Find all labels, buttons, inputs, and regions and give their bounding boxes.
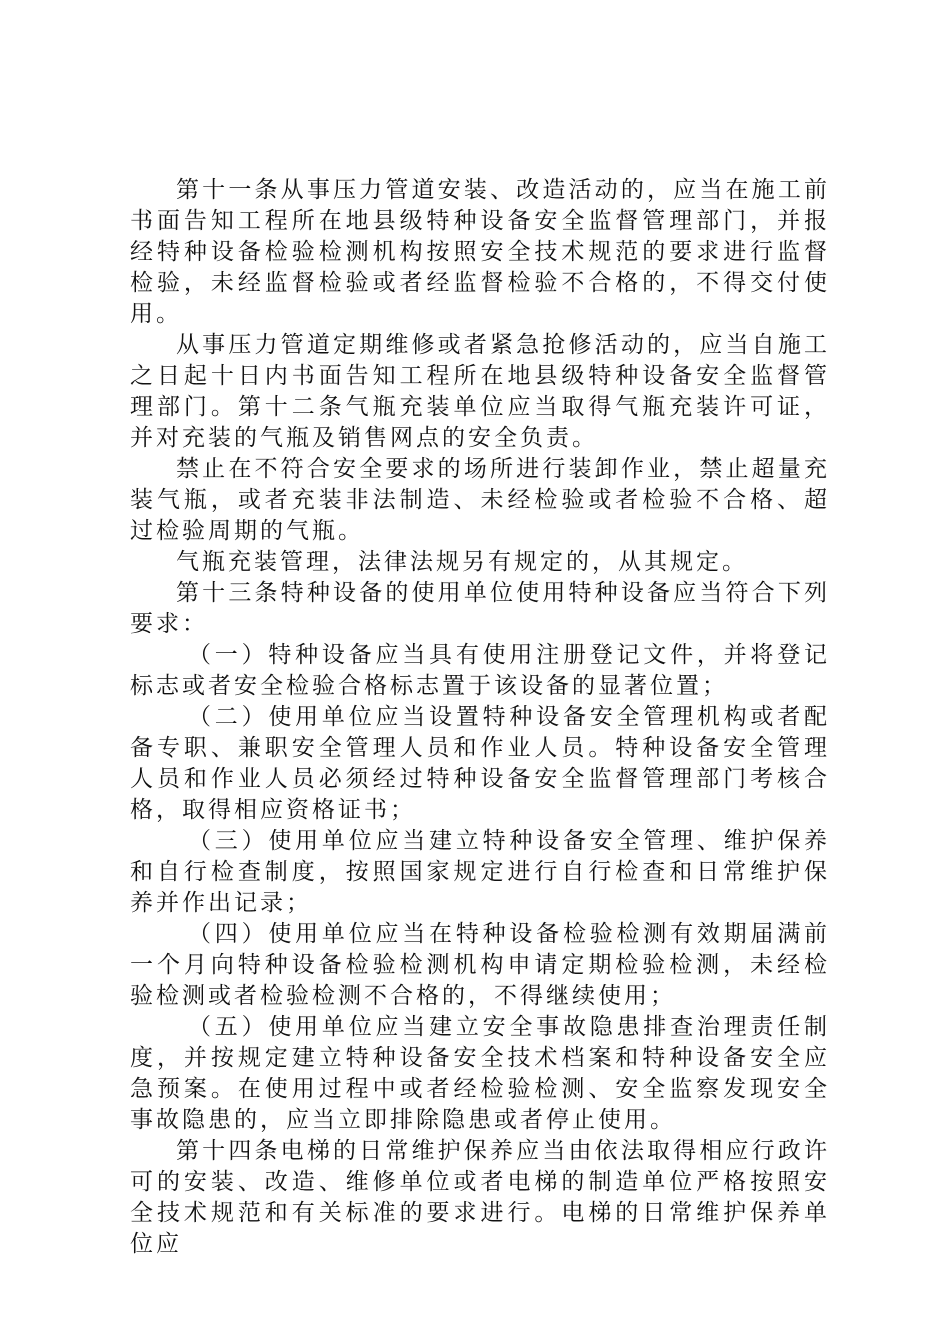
paragraph-pipeline-maintenance: 从事压力管道定期维修或者紧急抢修活动的，应当自施工之日起十日内书面告知工程所在地县级特种设备安全监督管理部门。第十二条气瓶充装单位应当取得气瓶充装许可证，并对充装的气瓶及销售网点的安全负责。	[130, 332, 830, 451]
list-item-1: （一）特种设备应当具有使用注册登记文件，并将登记标志或者安全检验合格标志置于该设备的显著位置；	[130, 642, 830, 699]
list-item-2: （二）使用单位应当设置特种设备安全管理机构或者配备专职、兼职安全管理人员和作业人员。特种设备安全管理人员和作业人员必须经过特种设备安全监督管理部门考核合格，取得相应资格证书；	[130, 704, 830, 823]
list-item-5: （五）使用单位应当建立安全事故隐患排查治理责任制度，并按规定建立特种设备安全技术档案和特种设备安全应急预案。在使用过程中或者经检验检测、安全监察发现安全事故隐患的，应当立即排除隐患或者停止使用。	[130, 1014, 830, 1133]
list-item-3: （三）使用单位应当建立特种设备安全管理、维护保养和自行检查制度，按照国家规定进行自行检查和日常维护保养并作出记录；	[130, 828, 830, 916]
paragraph-article-13: 第十三条特种设备的使用单位使用特种设备应当符合下列要求：	[130, 580, 830, 637]
list-item-4: （四）使用单位应当在特种设备检验检测有效期届满前一个月向特种设备检验检测机构申请定期检验检测，未经检验检测或者检验检测不合格的，不得继续使用；	[130, 921, 830, 1009]
document-body	[130, 175, 830, 1260]
paragraph-loading-prohibition: 禁止在不符合安全要求的场所进行装卸作业，禁止超量充装气瓶，或者充装非法制造、未经检验或者检验不合格、超过检验周期的气瓶。	[130, 456, 830, 544]
paragraph-article-11: 第十一条从事压力管道安装、改造活动的，应当在施工前书面告知工程所在地县级特种设备安全监督管理部门，并报经特种设备检验检测机构按照安全技术规范的要求进行监督检验，未经监督检验或者经监督检验不合格的，不得交付使用。	[130, 177, 830, 327]
paragraph-cylinder-management: 气瓶充装管理，法律法规另有规定的，从其规定。	[176, 549, 748, 575]
paragraph-article-14: 第十四条电梯的日常维护保养应当由依法取得相应行政许可的安装、改造、维修单位或者电梯的制造单位严格按照安全技术规范和有关标准的要求进行。电梯的日常维护保养单位应	[130, 1138, 830, 1257]
